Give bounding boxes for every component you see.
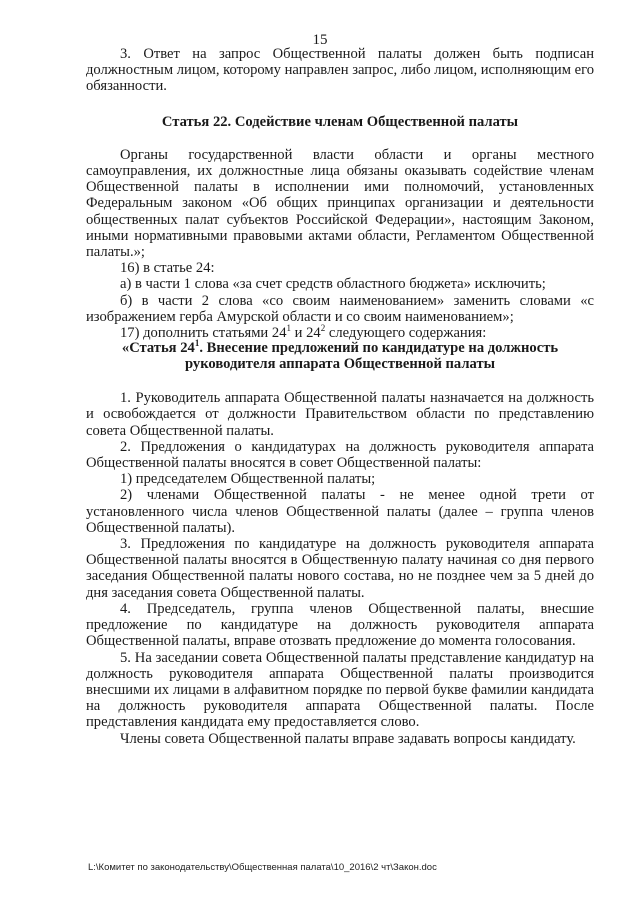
article-24-1-part-5-questions: Члены совета Общественной палаты вправе задавать вопросы кандидату. xyxy=(120,730,576,747)
amendment-17 xyxy=(86,325,594,341)
amendment-17-sup1: 1 xyxy=(286,323,291,334)
article-24-1-part-2: 2. Предложения о кандидатурах на должность руководителя аппарата Общественной палаты вносятся в совет Общественной палаты: xyxy=(86,438,594,472)
article-24-1-heading-prefix: «Статья 24 xyxy=(121,340,195,357)
article-22-body: Органы государственной власти области и органы местного самоуправления, их должностные лица обязаны оказывать содействие членам Общественной палаты в исполнении ими полномочий, установленных Федеральным законом «Об общих принципах организации и деятельности общественных палат субъектов Российской Федерации», настоящим Законом, иными нормативными правовыми актами области, Регламентом Общественной палаты.»; xyxy=(86,146,594,261)
article-24-1-part-4: 4. Председатель, группа членов Общественной палаты, внесшие предложение по кандидатуре на должность руководителя аппарата Общественной палаты, вправе отозвать предложение до момента голосования. xyxy=(86,600,594,650)
paragraph-answer-signature: 3. Ответ на запрос Общественной палаты должен быть подписан должностным лицом, которому направлен запрос, либо лицом, исполняющим его обязанности. xyxy=(86,46,594,95)
article-24-1-part-3: 3. Предложения по кандидатуре на должность руководителя аппарата Общественной палаты вносятся в Общественную палату начиная со дня первого заседания Общественной палаты нового состава, но не позднее чем за 5 дней до дня заседания совета Общественной палаты. xyxy=(86,536,594,601)
article-24-1-heading-sup: 1 xyxy=(194,338,200,349)
amendment-16a: а) в части 1 слова «за счет средств областного бюджета» исключить; xyxy=(120,276,546,293)
file-path-footer: L:\Комитет по законодательству\Общественная палата\10_2016\2 чт\Закон.doc xyxy=(88,862,437,873)
article-24-1-part-5: 5. На заседании совета Общественной палаты представление кандидатур на должность руководителя аппарата Общественной палаты производится внесшими их лицами в алфавитном порядке по первой букве фамилии кандидата на должность руководителя аппарата Общественной палаты. После представления кандидата ему предоставляется слово. xyxy=(86,649,594,731)
page-number: 15 xyxy=(312,32,328,48)
amendment-17-suffix: следующего содержания: xyxy=(325,325,487,342)
amendment-16: 16) в статье 24: xyxy=(120,260,215,277)
article-24-1-heading-suffix: . Внесение предложений по кандидатуре на должность руководителя аппарата Общественной палаты xyxy=(184,340,559,372)
article-24-1-part-2-item-2: 2) членами Общественной палаты - не менее одной трети от установленного числа членов Общественной палаты (далее – группа членов Общественной палаты). xyxy=(86,487,594,536)
amendment-17-sup2: 2 xyxy=(320,323,326,334)
article-24-1-part-1: 1. Руководитель аппарата Общественной палаты назначается на должность и освобождается от должности Правительством области по представлению совета Общественной палаты. xyxy=(86,390,594,439)
article-24-1-heading xyxy=(86,338,594,372)
amendment-16b: б) в части 2 слова «со своим наименованием» заменить словами «с изображением герба Амурской области и со своим наименованием»; xyxy=(86,292,594,325)
amendment-17-prefix: 17) дополнить статьями 24 xyxy=(120,325,287,342)
article-22-heading: Статья 22. Содействие членам Общественной палаты xyxy=(161,113,519,130)
document-body xyxy=(86,46,594,747)
amendment-17-mid: и 24 xyxy=(291,325,321,342)
article-24-1-part-2-item-1: 1) председателем Общественной палаты; xyxy=(120,471,376,488)
